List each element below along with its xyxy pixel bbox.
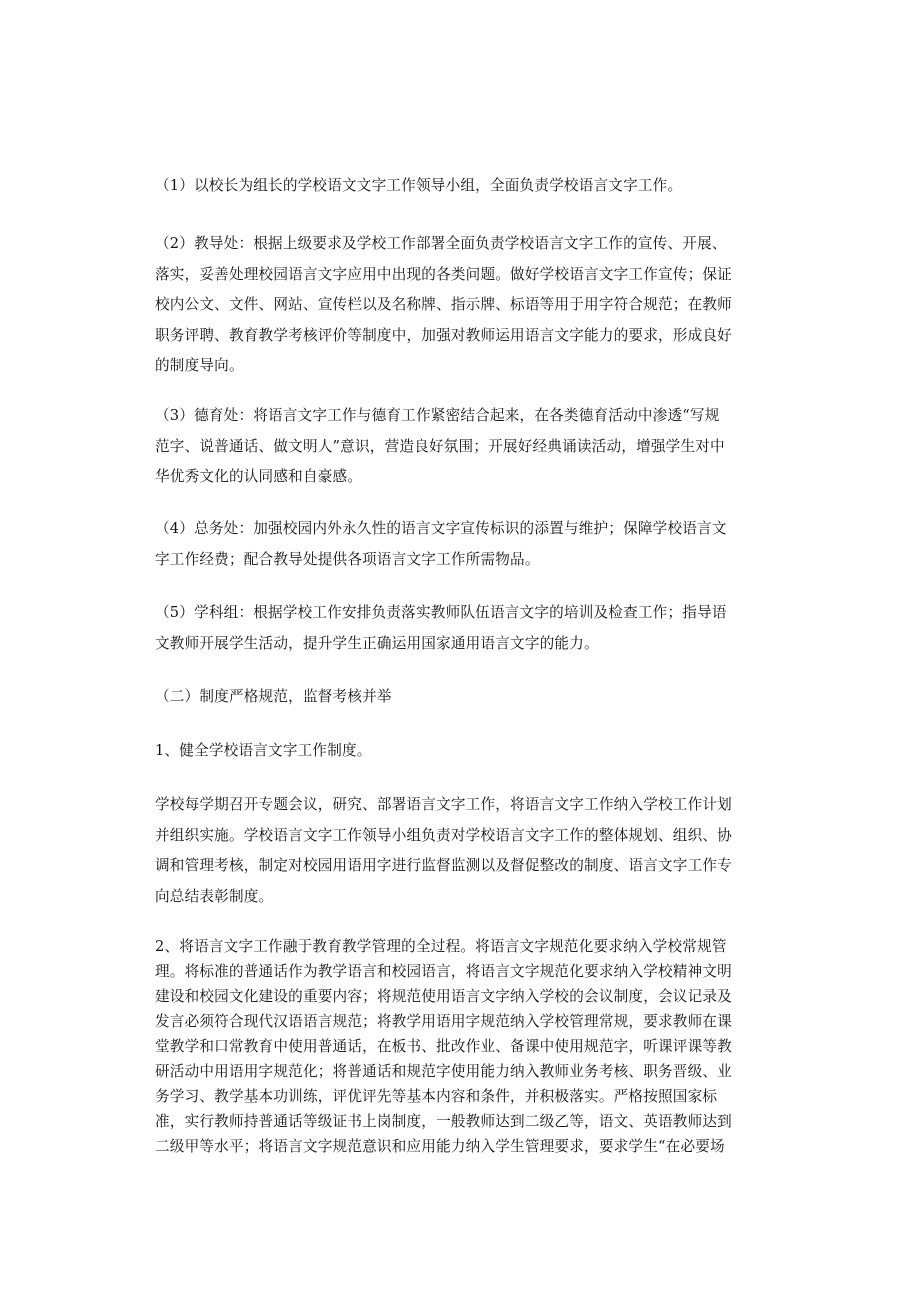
text-line: 调和管理考核，制定对校园用语用字进行监督监测以及督促整改的制度、语言文字工作专 [155,857,732,874]
paragraph-system-meetings [155,790,732,912]
text-line: 建设和校园文化建设的重要内容；将规范使用语言文字纳入学校的会议制度，会议记录及 [155,988,732,1005]
text-line: 落实，妥善处理校园语言文字应用中出现的各类问题。做好学校语言文字工作宣传；保证 [155,265,732,283]
text-line: （2）教导处：根据上级要求及学校工作部署全面负责学校语言文字工作的宣传、开展、 [155,235,727,252]
text-line: 范字、说普通话、做文明人”意识，营造良好氛围；开展好经典诵读活动，增强学生对中 [155,437,725,455]
text-line: 校内公文、文件、网站、宣传栏以及名称牌、指示牌、标语等用于用字符合规范；在教师 [155,296,732,313]
paragraph-teaching-office [155,229,732,382]
paragraph-subject-group [155,598,727,659]
text-line: （5）学科组：根据学校工作安排负责落实教师队伍语言文字的培训及检查工作；指导语 [155,604,727,621]
section-heading-text: （二）制度严格规范，监督考核并举 [155,688,392,705]
text-line: （4）总务处：加强校园内外永久性的语言文字宣传标识的添置与维护；保障学校语言文 [155,520,727,537]
text-line: 向总结表彰制度。 [155,887,274,905]
text-line: 学校每学期召开专题会议，研究、部署语言文字工作，将语言文字工作纳入学校工作计划 [155,796,732,813]
text-line: （3）德育处：将语言文字工作与德育工作紧密结合起来，在各类德育活动中渗透“写规 [155,407,720,424]
paragraph-leadership-group [155,171,682,202]
paragraph-general-affairs-office [155,514,727,575]
text-line: 发言必须符合现代汉语语言规范；将教学用语用字规范纳入学校管理常规，要求教师在课 [155,1013,732,1030]
text-line: 理。将标准的普通话作为教学语言和校园语言，将语言文字规范化要求纳入学校精神文明 [155,963,732,980]
text-line: 堂教学和口常教育中使用普通话，在板书、批改作业、备课中使用规范字，听课评课等教 [155,1038,732,1055]
text-line: 2、将语言文字工作融于教育教学管理的全过程。将语言文字规范化要求纳入学校常规管 [155,938,727,955]
paragraph-teaching-management [155,934,732,1159]
text-line: 务学习、教学基本功训练，评优评先等基本内容和条件，并积极落实。严格按照国家标 [155,1088,718,1105]
text-line: 研活动中用语用字规范化；将普通话和规范字使用能力纳入教师业务考核、职务晋级、业 [155,1063,732,1080]
text-line: 职务评聘、教育教学考核评价等制度中，加强对教师运用语言文字能力的要求，形成良好 [155,326,732,344]
text-line: 准，实行教师持普通话等级证书上岗制度，一般教师达到二级乙等，语文、英语教师达到 [155,1113,732,1130]
text-line: 二级甲等水平；将语言文字规范意识和应用能力纳入学生管理要求，要求学生“在必要场 [155,1138,725,1155]
text-line: （1）以校长为组长的学校语文文字工作领导小组，全面负责学校语言文字工作。 [155,177,683,194]
text-line: 文教师开展学生活动，提升学生正确运用国家通用语言文字的能力。 [155,634,599,652]
subsection-heading-text: 1、健全学校语言文字工作制度。 [155,742,372,759]
text-line: 并组织实施。学校语言文字工作领导小组负责对学校语言文字工作的整体规划、组织、协 [155,826,732,844]
text-line: 华优秀文化的认同感和自豪感。 [155,468,363,485]
subsection-heading [155,736,372,767]
text-line: 的制度导向。 [155,357,244,374]
text-line: 字工作经费；配合教导处提供各项语言文字工作所需物品。 [155,550,540,568]
paragraph-moral-education-office [155,401,725,493]
section-heading [155,682,392,713]
